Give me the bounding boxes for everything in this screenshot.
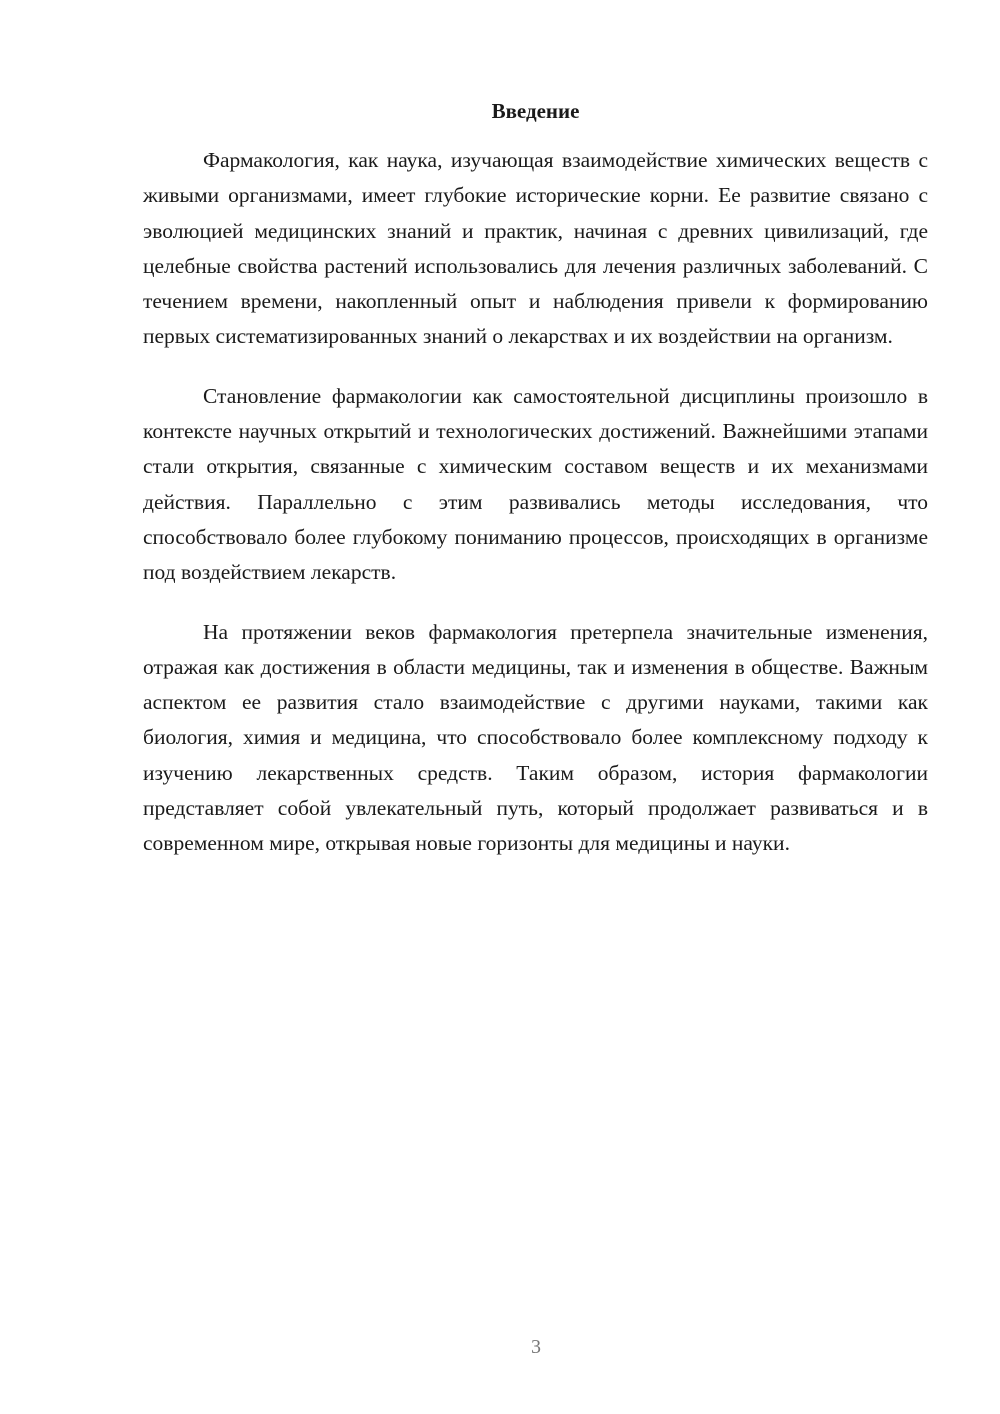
paragraph-2: Становление фармакологии как самостоятельной дисциплины произошло в контексте научных открытий и технологических достижений. Важнейшими этапами стали открытия, связанные с химическим составом веществ и их механизмами действия. Параллельно с этим развивались методы исследования, что способствовало более глубокому пониманию процессов, происходящих в организме под воздействием лекарств.: [143, 383, 928, 585]
paragraph-1: Фармакология, как наука, изучающая взаимодействие химических веществ с живыми организмами, имеет глубокие исторические корни. Ее развитие связано с эволюцией медицинских знаний и практик, начиная с древних цивилизаций, где целебные свойства растений использовались для лечения различных заболеваний. С течением времени, накопленный опыт и наблюдения привели к формированию первых систематизированных знаний о лекарствах и их воздействии на организм.: [143, 148, 928, 349]
body-text: [143, 143, 928, 886]
page-number: 3: [531, 1336, 541, 1358]
section-title: Введение: [491, 99, 580, 123]
paragraph-3: На протяжении веков фармакология претерпела значительные изменения, отражая как достижения в области медицины, так и изменения в обществе. Важным аспектом ее развития стало взаимодействие с другими науками, такими как биология, химия и медицина, что способствовало более комплексному подходу к изучению лекарственных средств. Таким образом, история фармакологии представляет собой увлекательный путь, который продолжает развиваться и в современном мире, открывая новые горизонты для медицины и науки.: [143, 619, 928, 856]
